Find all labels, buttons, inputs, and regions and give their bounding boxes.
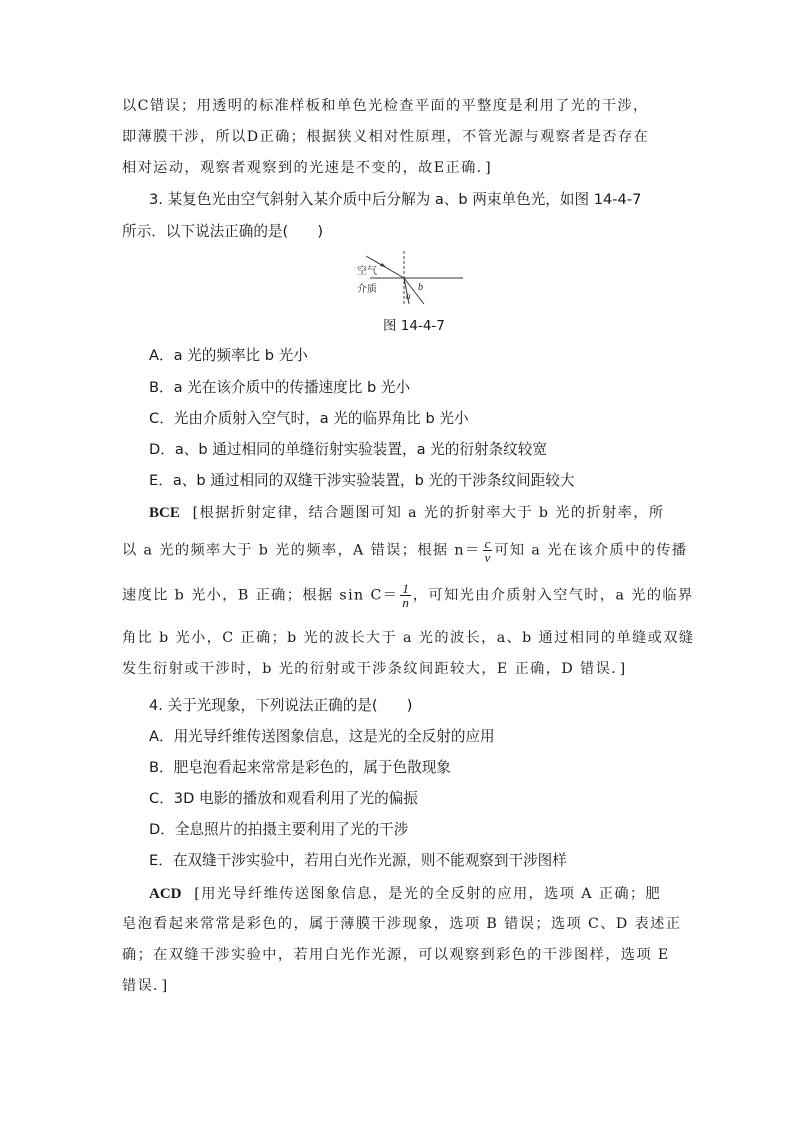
fraction-numerator: 1 xyxy=(402,581,409,596)
q3-option-b: B．a 光在该介质中的传播速度比 b 光小 xyxy=(149,379,411,396)
q3-option-e: E．a、b 通过相同的双缝干涉实验装置，b 光的干涉条纹间距较大 xyxy=(149,472,575,489)
q4-answer-key: ACD xyxy=(149,886,182,902)
solution-line-3: 相对运动，观察者观察到的光速是不变的，故E正确．] xyxy=(122,160,493,176)
label-a: a xyxy=(406,291,411,301)
q4-answer-line-4: 错误．] xyxy=(122,978,169,994)
fraction-numerator: c xyxy=(484,536,491,551)
q3-answer-text-2b: 可知 a 光在该介质中的传播 xyxy=(494,542,688,559)
q3-answer-line-4: 角比 b 光小，C 正确；b 光的波长大于 a 光的波长，a、b 通过相同的单缝或双缝 xyxy=(122,630,695,646)
solution-line-2: 即薄膜干涉，所以D正确；根据狭义相对性原理，不管光源与观察者是否存在 xyxy=(122,129,650,145)
fraction-denominator: n xyxy=(402,595,409,610)
q3-answer-line-2 xyxy=(122,537,688,564)
fraction-denominator: v xyxy=(484,550,491,565)
label-air: 空气 xyxy=(357,266,377,277)
fraction-c-over-v xyxy=(483,537,493,564)
fraction-1-over-n xyxy=(400,582,411,609)
q3-option-a: A．a 光的频率比 b 光小 xyxy=(149,347,308,364)
q4-answer-line-1 xyxy=(149,883,661,904)
incident-arrow xyxy=(380,263,386,267)
q4-option-c: C．3D 电影的播放和观看利用了光的偏振 xyxy=(149,790,418,807)
figure-caption: 图 14-4-7 xyxy=(383,318,445,334)
q4-answer-text-1: [用光导纤维传送图象信息，是光的全反射的应用，选项 A 正确；肥 xyxy=(194,886,662,902)
q3-option-d: D．a、b 通过相同的单缝衍射实验装置，a 光的衍射条纹较宽 xyxy=(149,441,547,458)
q3-answer-text-1: [根据折射定律，结合题图可知 a 光的折射率大于 b 光的折射率，所 xyxy=(192,505,665,521)
q4-option-a: A．用光导纤维传送图象信息，这是光的全反射的应用 xyxy=(149,728,495,745)
q3-option-c: C．光由介质射入空气时，a 光的临界角比 b 光小 xyxy=(149,410,469,427)
solution-line-1: 以C错误；用透明的标准样板和单色光检查平面的平整度是利用了光的干涉， xyxy=(122,98,649,114)
label-b: b xyxy=(418,282,423,293)
refraction-figure xyxy=(352,247,468,307)
q3-answer-key: BCE xyxy=(149,505,180,521)
q3-answer-text-2a: 以 a 光的频率大于 b 光的频率，A 错误；根据 n＝ xyxy=(122,542,481,559)
q3-stem-line-2: 所示．以下说法正确的是( ) xyxy=(122,223,324,240)
q4-answer-line-3: 确；在双缝干涉实验中，若用白光作光源，可以观察到彩色的干涉图样，选项 E xyxy=(122,947,670,963)
q3-answer-line-1 xyxy=(149,502,664,523)
q4-option-d: D．全息照片的拍摄主要利用了光的干涉 xyxy=(149,821,409,838)
q4-answer-line-2: 皂泡看起来常常是彩色的，属于薄膜干涉现象，选项 B 错误；选项 C、D 表述正 xyxy=(122,916,682,932)
label-medium: 介质 xyxy=(357,284,377,295)
q3-stem-line-1: 3. 某复色光由空气斜射入某介质中后分解为 a、b 两束单色光，如图 14-4-7 xyxy=(149,191,642,208)
q3-answer-text-3b: ，可知光由介质射入空气时，a 光的临界 xyxy=(412,587,694,604)
q3-answer-line-5: 发生衍射或干涉时，b 光的衍射或干涉条纹间距较大，E 正确，D 错误．] xyxy=(122,661,627,677)
q4-stem: 4. 关于光现象，下列说法正确的是( ) xyxy=(149,697,413,714)
q3-answer-line-3 xyxy=(122,582,694,609)
q3-answer-text-3a: 速度比 b 光小，B 正确；根据 sin C＝ xyxy=(122,587,399,604)
q4-option-e: E．在双缝干涉实验中，若用白光作光源，则不能观察到干涉图样 xyxy=(149,852,567,869)
q4-option-b: B．肥皂泡看起来常常是彩色的，属于色散现象 xyxy=(149,759,451,776)
